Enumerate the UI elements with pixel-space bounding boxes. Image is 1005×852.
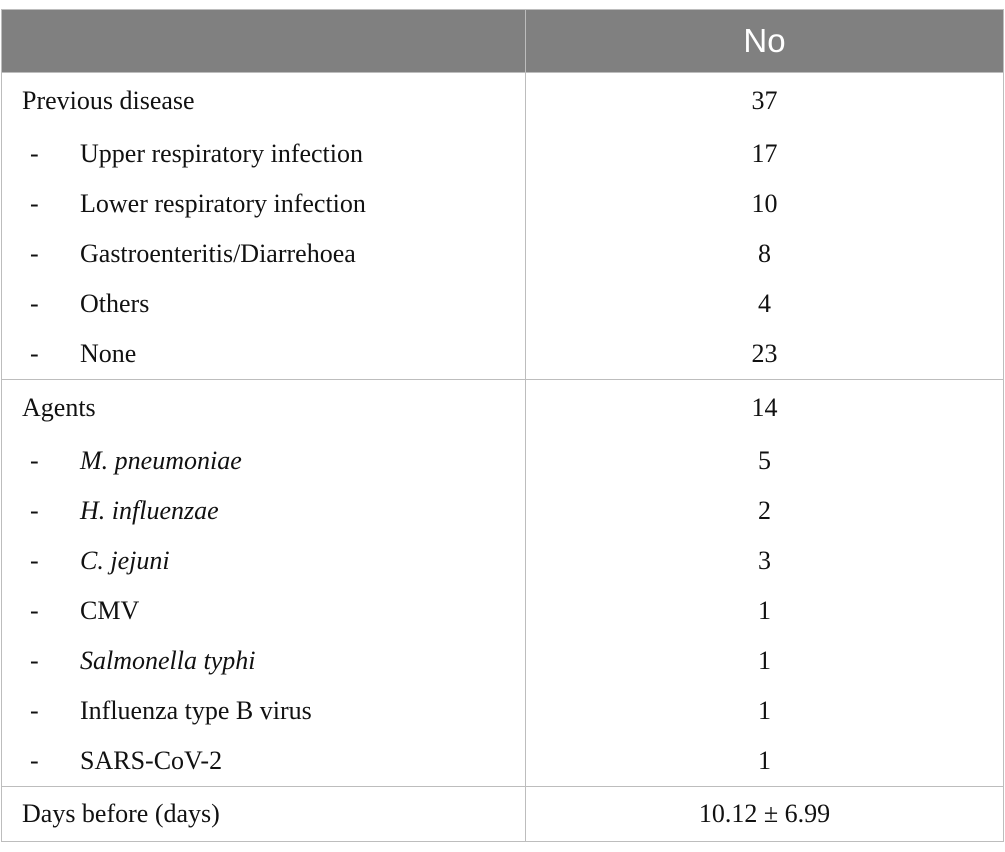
table-row <box>2 636 1004 686</box>
dash-marker: - <box>30 189 39 218</box>
row-label-cmv: CMV <box>80 596 140 625</box>
row-label-h-influenzae: H. influenzae <box>80 496 219 525</box>
dash-marker: - <box>30 239 39 268</box>
row-label-agents: Agents <box>2 380 526 437</box>
table-row <box>2 329 1004 380</box>
table-row <box>2 179 1004 229</box>
row-label-m-pneumoniae: M. pneumoniae <box>80 446 242 475</box>
dash-marker: - <box>30 139 39 168</box>
table-row <box>2 586 1004 636</box>
table-row <box>2 129 1004 179</box>
table-row <box>2 380 1004 437</box>
table-row <box>2 279 1004 329</box>
row-value-influenza-b: 1 <box>526 686 1004 736</box>
table-row <box>2 436 1004 486</box>
row-value-h-influenzae: 2 <box>526 486 1004 536</box>
dash-marker: - <box>30 596 39 625</box>
row-value-upper-respiratory: 17 <box>526 129 1004 179</box>
row-value-c-jejuni: 3 <box>526 536 1004 586</box>
row-value-none: 23 <box>526 329 1004 380</box>
table-row <box>2 229 1004 279</box>
row-label-none: None <box>80 339 137 368</box>
row-label-salmonella-typhi: Salmonella typhi <box>80 646 256 675</box>
table-row <box>2 73 1004 130</box>
row-value-others: 4 <box>526 279 1004 329</box>
row-value-days-before: 10.12 ± 6.99 <box>526 787 1004 842</box>
table-row <box>2 536 1004 586</box>
row-value-gastroenteritis: 8 <box>526 229 1004 279</box>
header-row <box>2 10 1004 73</box>
row-label-influenza-b: Influenza type B virus <box>80 696 312 725</box>
row-label-lower-respiratory: Lower respiratory infection <box>80 189 366 218</box>
header-cell-label <box>2 10 526 73</box>
row-label-c-jejuni: C. jejuni <box>80 546 170 575</box>
table-row <box>2 486 1004 536</box>
dash-marker: - <box>30 746 39 775</box>
table-row <box>2 736 1004 787</box>
table-row <box>2 787 1004 842</box>
dash-marker: - <box>30 289 39 318</box>
row-value-previous-disease: 37 <box>526 73 1004 130</box>
table-row <box>2 686 1004 736</box>
dash-marker: - <box>30 646 39 675</box>
row-value-salmonella-typhi: 1 <box>526 636 1004 686</box>
header-cell-no: No <box>526 10 1004 73</box>
dash-marker: - <box>30 696 39 725</box>
row-label-sars-cov-2: SARS-CoV-2 <box>80 746 223 775</box>
row-value-cmv: 1 <box>526 586 1004 636</box>
row-label-previous-disease: Previous disease <box>2 73 526 130</box>
dash-marker: - <box>30 496 39 525</box>
row-value-sars-cov-2: 1 <box>526 736 1004 787</box>
row-label-gastroenteritis: Gastroenteritis/Diarrehoea <box>80 239 356 268</box>
dash-marker: - <box>30 546 39 575</box>
row-value-m-pneumoniae: 5 <box>526 436 1004 486</box>
row-value-agents: 14 <box>526 380 1004 437</box>
data-table <box>1 9 1004 842</box>
dash-marker: - <box>30 339 39 368</box>
dash-marker: - <box>30 446 39 475</box>
row-label-days-before: Days before (days) <box>2 787 526 842</box>
row-label-upper-respiratory: Upper respiratory infection <box>80 139 364 168</box>
row-value-lower-respiratory: 10 <box>526 179 1004 229</box>
row-label-others: Others <box>80 289 150 318</box>
